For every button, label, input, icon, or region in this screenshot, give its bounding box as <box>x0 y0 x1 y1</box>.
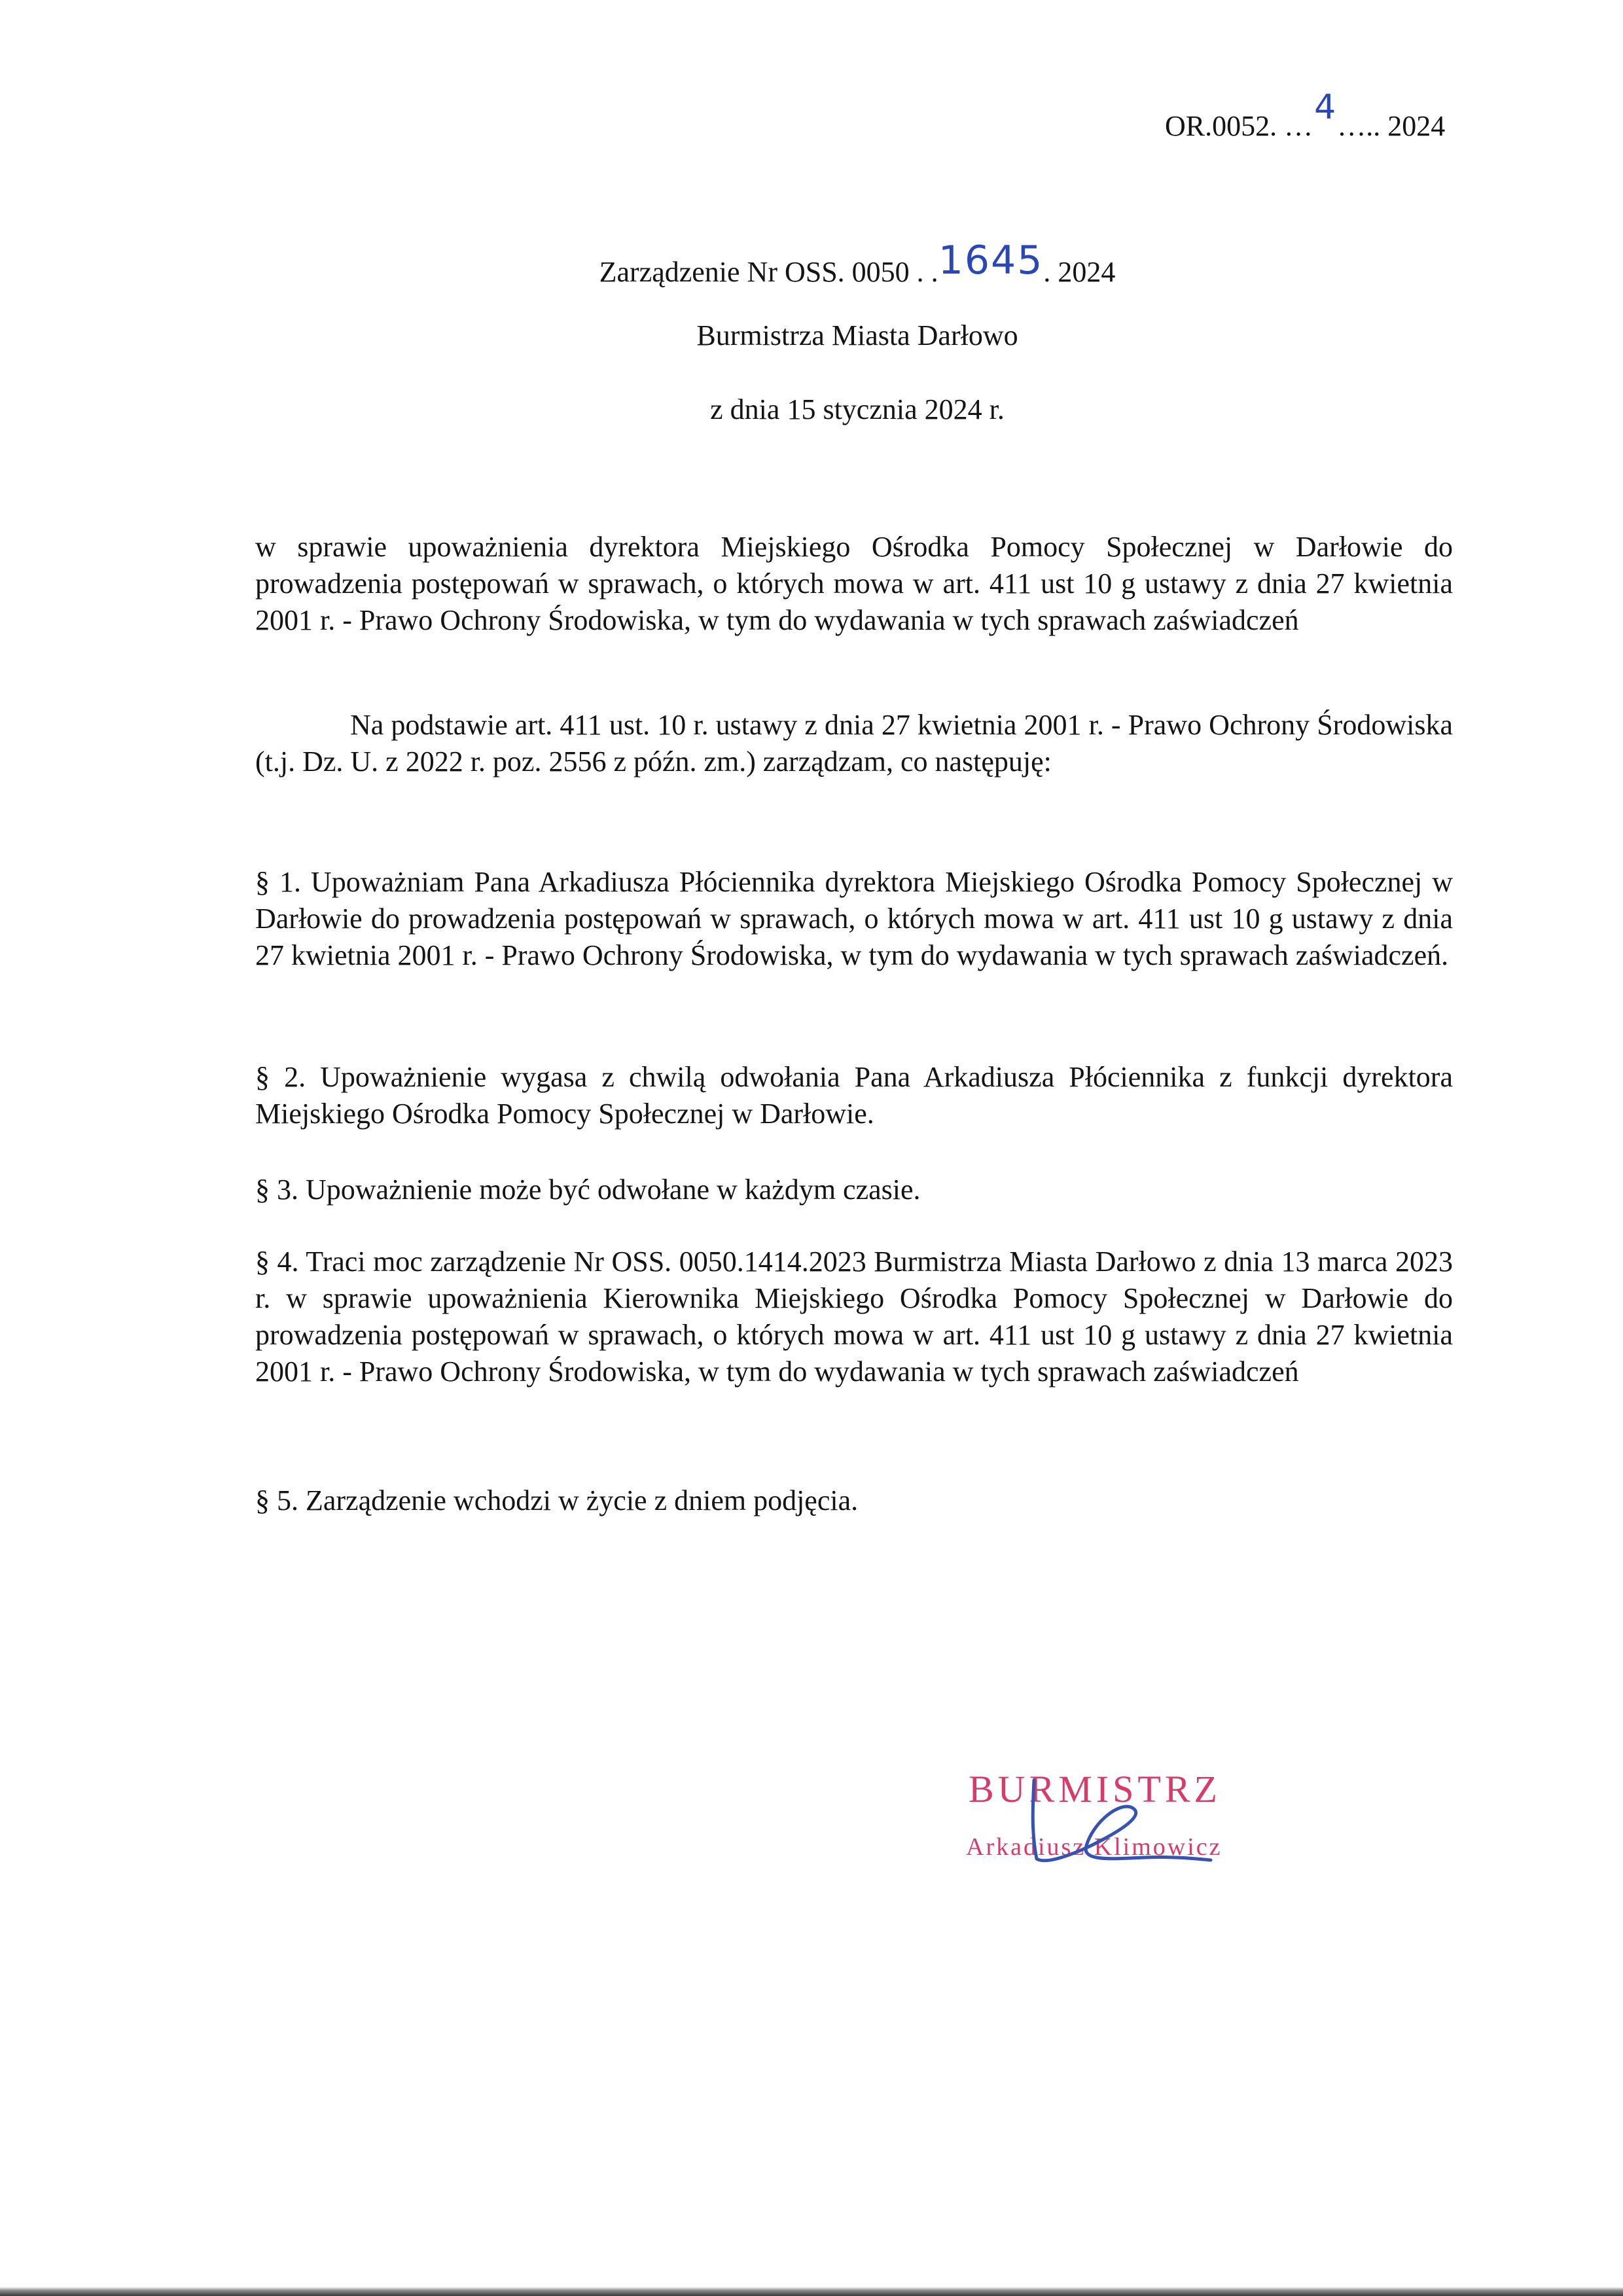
legal-basis: Na podstawie art. 411 ust. 10 r. ustawy z dnia 27 kwietnia 2001 r. - Prawo Ochrony Środowiska (t.j. Dz. U. z 2022 r. poz. 2556 z późn. zm.) zarządzam, co następuję: <box>255 709 1453 778</box>
paragraph-3: § 3. Upoważnienie może być odwołane w każdym czasie. <box>255 1174 921 1206</box>
reference-prefix: OR.0052. … <box>1165 110 1313 142</box>
stamp-name: Arkadiusz Klimowicz <box>966 1833 1222 1861</box>
paragraph-5: § 5. Zarządzenie wchodzi w życie z dniem podjęcia. <box>255 1484 859 1516</box>
ordinance-title <box>46 238 1623 291</box>
reference-number <box>1165 88 1446 144</box>
paragraph-4: § 4. Traci moc zarządzenie Nr OSS. 0050.1414.2023 Burmistrza Miasta Darłowo z dnia 13 marca 2023 r. w sprawie upoważnienia Kierownika Miejskiego Ośrodka Pomocy Społecznej w Darłowie do prowadzenia postępowań w sprawach, o których mowa w art. 411 ust 10 g ustawy z dnia 27 kwietnia 2001 r. - Prawo Ochrony Środowiska, w tym do wydawania w tych sprawach zaświadczeń <box>255 1246 1453 1388</box>
issuer: Burmistrza Miasta Darłowo <box>696 319 1018 351</box>
paragraph-1: § 1. Upoważniam Pana Arkadiusza Płóciennika dyrektora Miejskiego Ośrodka Pomocy Społecznej w Darłowie do prowadzenia postępowań w sprawach, o których mowa w art. 411 ust 10 g ustawy z dnia 27 kwietnia 2001 r. - Prawo Ochrony Środowiska, w tym do wydawania w tych sprawach zaświadczeń. <box>255 866 1453 971</box>
reference-suffix: ….. 2024 <box>1337 110 1446 142</box>
subject: w sprawie upoważnienia dyrektora Miejskiego Ośrodka Pomocy Społecznej w Darłowie do prowadzenia postępowań w sprawach, o których mowa w art. 411 ust 10 g ustawy z dnia 27 kwietnia 2001 r. - Prawo Ochrony Środowiska, w tym do wydawania w tych sprawach zaświadczeń <box>255 531 1453 636</box>
title-prefix: Zarządzenie Nr OSS. 0050 . . <box>599 256 938 288</box>
reference-handwritten-number: 4 <box>1314 88 1336 127</box>
title-handwritten-number: 1645 <box>938 238 1044 283</box>
title-suffix: . 2024 <box>1043 256 1116 288</box>
paragraph-2: § 2. Upoważnienie wygasa z chwilą odwołania Pana Arkadiusza Płóciennika z funkcji dyrektora Miejskiego Ośrodka Pomocy Społecznej w Darłowie. <box>255 1061 1453 1130</box>
issue-date: z dnia 15 stycznia 2024 r. <box>710 393 1005 425</box>
stamp-title: BURMISTRZ <box>969 1768 1221 1810</box>
scan-bottom-edge <box>0 2287 1623 2296</box>
handwritten-signature <box>1008 1761 1217 1885</box>
